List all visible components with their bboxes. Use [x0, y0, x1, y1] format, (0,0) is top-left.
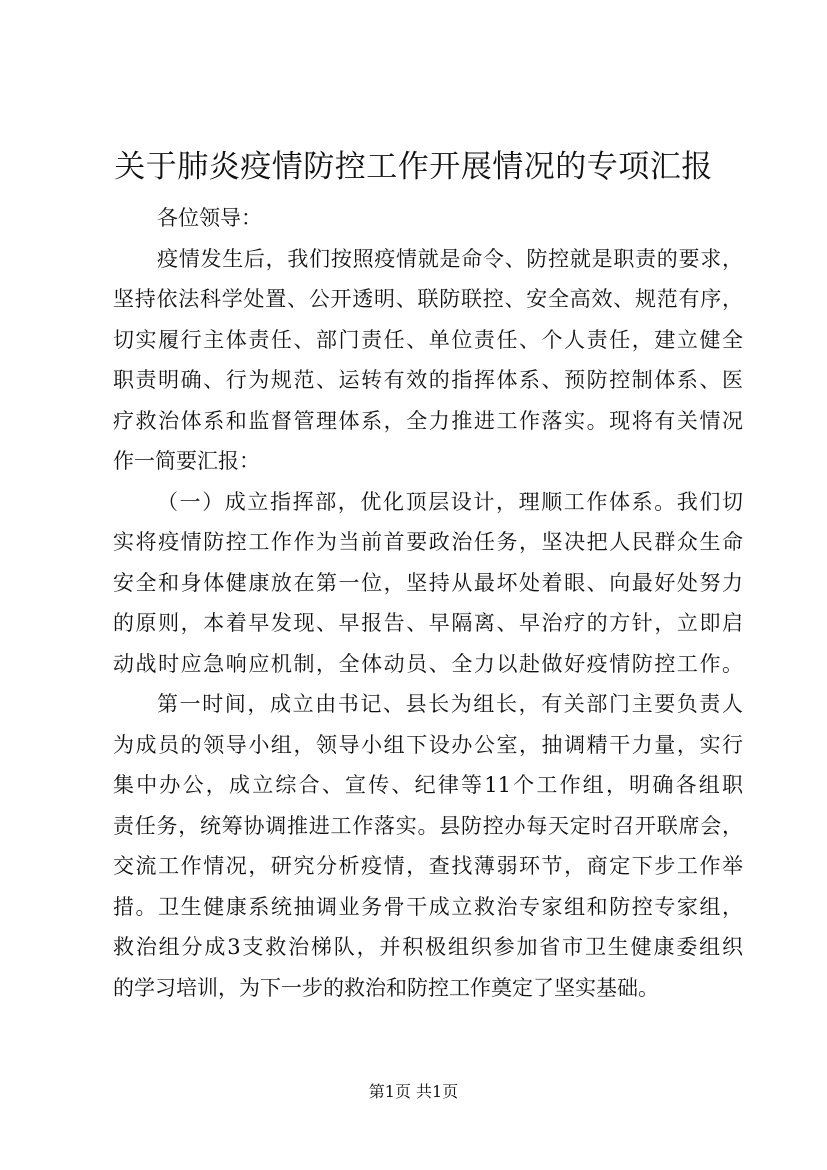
paragraph-line: （一）成立指挥部，优化顶层设计，理顺工作体系。我们切: [157, 489, 743, 514]
paragraph-line: 疗救治体系和监督管理体系，全力推进工作落实。现将有关情况: [113, 408, 743, 433]
paragraph-line: 安全和身体健康放在第一位，坚持从最坏处着眼、向最好处努力: [113, 570, 743, 595]
paragraph-line: 措。卫生健康系统抽调业务骨干成立救治专家组和防控专家组，: [113, 894, 743, 919]
paragraph-line: 坚持依法科学处置、公开透明、联防联控、安全高效、规范有序，: [113, 287, 743, 311]
salutation-line: 各位领导：: [157, 206, 262, 230]
paragraph-line: 交流工作情况，研究分析疫情，查找薄弱环节，商定下步工作举: [113, 854, 743, 878]
paragraph-line: 第一时间，成立由书记、县长为组长，有关部门主要负责人: [157, 692, 743, 716]
paragraph-line: 作一简要汇报：: [113, 449, 260, 473]
page-number-footer: 第1页 共1页: [368, 1082, 459, 1101]
paragraph-line: 的学习培训，为下一步的救治和防控工作奠定了坚实基础。: [113, 975, 659, 1000]
paragraph-line: 实将疫情防控工作作为当前首要政治任务，坚决把人民群众生命: [113, 530, 743, 554]
paragraph-line: 救治组分成3支救治梯队，并积极组织参加省市卫生健康委组织: [113, 935, 743, 959]
paragraph-line: 集中办公，成立综合、宣传、纪律等11个工作组，明确各组职: [113, 773, 743, 797]
document-body: [113, 198, 743, 1008]
paragraph-line: 职责明确、行为规范、运转有效的指挥体系、预防控制体系、医: [113, 368, 743, 392]
paragraph-line: 疫情发生后，我们按照疫情就是命令、防控就是职责的要求，: [157, 246, 743, 271]
document-title: 关于肺炎疫情防控工作开展情况的专项汇报: [114, 149, 713, 185]
paragraph-line: 的原则，本着早发现、早报告、早隔离、早治疗的方针，立即启: [113, 611, 743, 635]
paragraph-line: 责任务，统筹协调推进工作落实。县防控办每天定时召开联席会，: [113, 813, 743, 838]
paragraph-line: 动战时应急响应机制，全体动员、全力以赴做好疫情防控工作。: [113, 651, 743, 676]
paragraph-line: 切实履行主体责任、部门责任、单位责任、个人责任，建立健全: [113, 327, 743, 352]
paragraph-line: 为成员的领导小组，领导小组下设办公室，抽调精干力量，实行: [113, 732, 743, 757]
